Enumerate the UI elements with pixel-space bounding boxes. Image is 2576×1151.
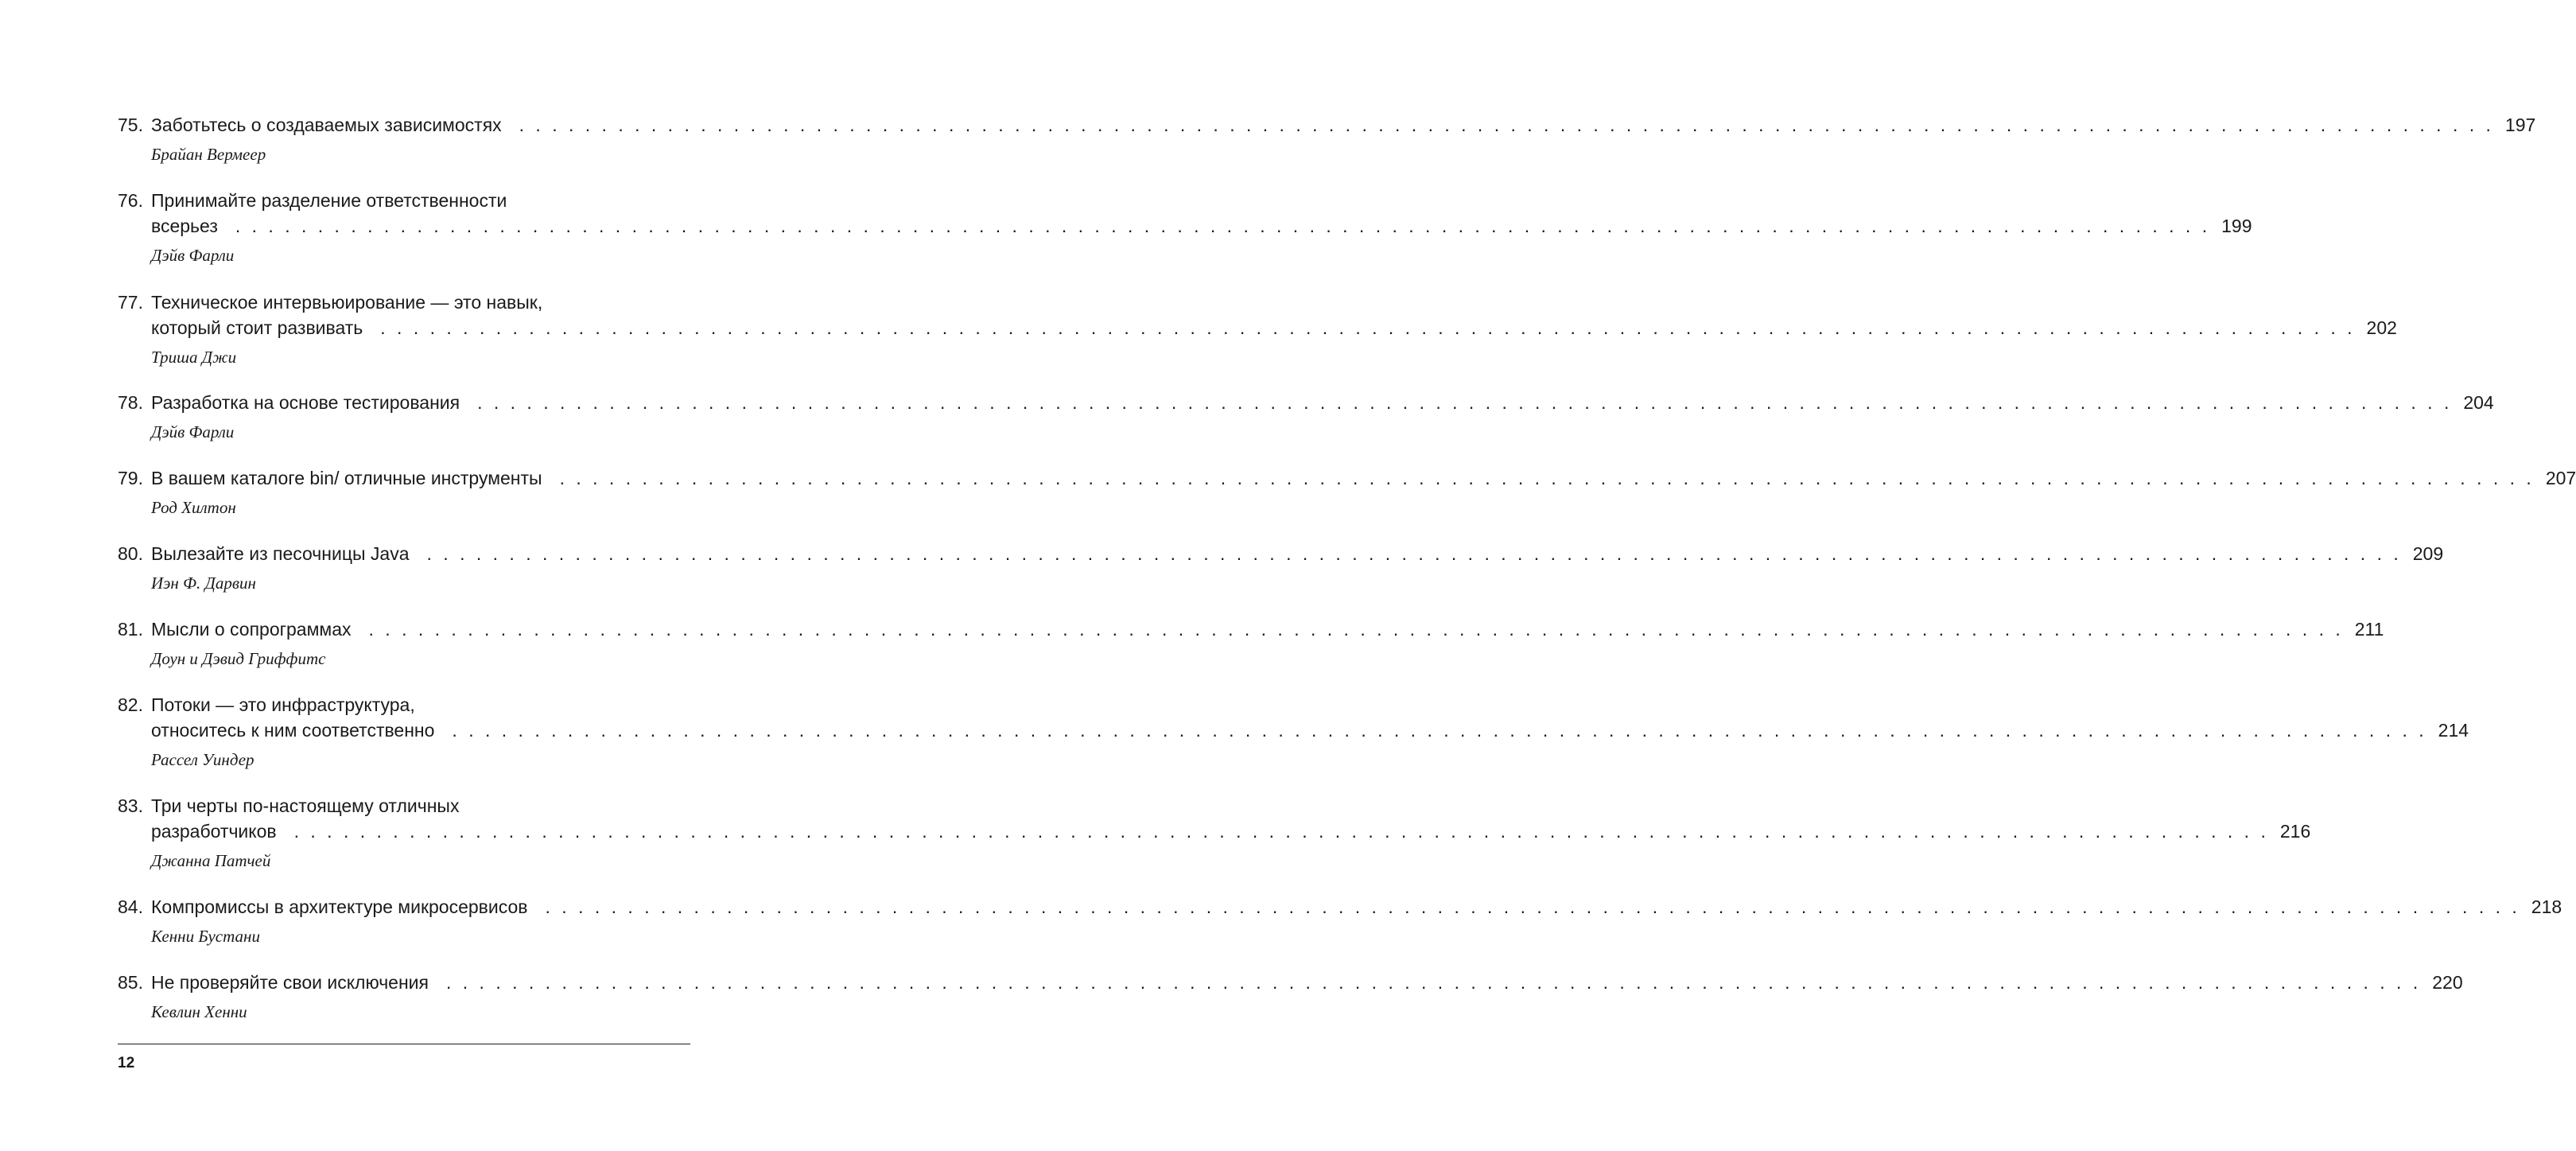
toc-entry[interactable] (118, 793, 2311, 873)
toc-entry-line (118, 819, 2311, 844)
dot-leader: . . . . . . . . . . . . . . . . . . . . . . . . . . . . . . . . . . . . . . . . . . . . . . . . . . . . . . . . . . . . . . . . . . . . . . . . . . . . . . . . . . . . . . . . . . . . . . . . . . . . . . . . . . . . . . . . . . . . . . . . (426, 543, 2402, 564)
toc-entry-line (118, 541, 2444, 566)
dot-leader: . . . . . . . . . . . . . . . . . . . . . . . . . . . . . . . . . . . . . . . . . . . . . . . . . . . . . . . . . . . . . . . . . . . . . . . . . . . . . . . . . . . . . . . . . . . . . . . . . . . . . . . . . . . . . . . . . . . . . . . . (445, 972, 2422, 993)
entry-number: 83. (118, 795, 143, 816)
entry-author: Джанна Патчей (151, 851, 271, 870)
dot-leader: . . . . . . . . . . . . . . . . . . . . . . . . . . . . . . . . . . . . . . . . . . . . . . . . . . . . . . . . . . . . . . . . . . . . . . . . . . . . . . . . . . . . . . . . . . . . . . . . . . . . . . . . . . . . . . . . . . . . . . . . (368, 619, 2344, 640)
entry-number: 79. (118, 468, 143, 488)
entry-title: который стоит развивать (151, 317, 363, 338)
entry-title: Три черты по-настоящему отличных (151, 795, 460, 816)
entry-author: Кевлин Хенни (151, 1002, 247, 1021)
entry-page-number: 218 (2531, 896, 2562, 917)
toc-entry[interactable] (118, 188, 2252, 267)
toc-entry-line (118, 616, 2384, 642)
entry-page-number: 211 (2354, 619, 2384, 640)
entry-author: Доун и Дэвид Гриффитс (151, 649, 326, 668)
toc-entry-line (118, 894, 2562, 920)
entry-text-row (151, 616, 2384, 642)
entry-author: Брайан Вермеер (151, 145, 266, 164)
entry-number: 78. (118, 392, 143, 413)
entry-page-number: 197 (2504, 115, 2536, 135)
entry-title: Не проверяйте свои исключения (151, 972, 429, 993)
entry-title: Вылезайте из песочницы Java (151, 543, 410, 564)
entry-author: Иэн Ф. Дарвин (151, 574, 256, 593)
entry-page-number: 216 (2279, 821, 2311, 842)
dot-leader: . . . . . . . . . . . . . . . . . . . . . . . . . . . . . . . . . . . . . . . . . . . . . . . . . . . . . . . . . . . . . . . . . . . . . . . . . . . . . . . . . . . . . . . . . . . . . . . . . . . . . . . . . . . . . . . . . . . . . . . . (477, 392, 2453, 413)
entry-page-number: 209 (2412, 543, 2444, 564)
entry-text-row (151, 213, 2252, 239)
dot-leader: . . . . . . . . . . . . . . . . . . . . . . . . . . . . . . . . . . . . . . . . . . . . . . . . . . . . . . . . . . . . . . . . . . . . . . . . . . . . . . . . . . . . . . . . . . . . . . . . . . . . . . . . . . . . . . . . . . . . . . . . (519, 115, 2494, 135)
entry-number: 85. (118, 972, 143, 993)
toc-entry-line (118, 213, 2252, 239)
entry-number: 81. (118, 619, 143, 640)
entry-number: 77. (118, 292, 143, 313)
entry-author: Кенни Бустани (151, 927, 260, 946)
entry-text-row (151, 290, 690, 315)
entry-text-row (151, 541, 2444, 566)
toc-entry-line (118, 717, 2469, 743)
entry-text-row (151, 793, 690, 819)
entry-number: 80. (118, 543, 143, 564)
entry-title: Заботьтесь о создаваемых зависимостях (151, 115, 502, 135)
toc-entry[interactable] (118, 390, 2494, 444)
entry-title: Мысли о сопрограммах (151, 619, 352, 640)
entry-title: В вашем каталоге bin/ отличные инструменты (151, 468, 542, 488)
entry-page-number: 204 (2463, 392, 2494, 413)
dot-leader: . . . . . . . . . . . . . . . . . . . . . . . . . . . . . . . . . . . . . . . . . . . . . . . . . . . . . . . . . . . . . . . . . . . . . . . . . . . . . . . . . . . . . . . . . . . . . . . . . . . . . . . . . . . . . . . . . . . . . . . . (545, 896, 2520, 917)
entry-title: Техническое интервьюирование — это навык, (151, 292, 543, 313)
entry-author: Дэйв Фарли (151, 246, 235, 265)
entry-title: Принимайте разделение ответственности (151, 190, 507, 211)
toc-entry[interactable] (118, 894, 2562, 948)
toc-entry[interactable] (118, 692, 2469, 772)
entry-number: 75. (118, 115, 143, 135)
toc-entry-line (118, 692, 690, 717)
toc-entry-line (118, 970, 2463, 995)
entry-title: Разработка на основе тестирования (151, 392, 460, 413)
entry-text-row (151, 717, 2469, 743)
entry-text-row (151, 465, 2576, 491)
toc-entry[interactable] (118, 616, 2384, 671)
entry-text-row (151, 894, 2562, 920)
entry-page-number: 202 (2366, 317, 2397, 338)
toc-entry[interactable] (118, 541, 2444, 595)
toc-entry-line (118, 315, 2397, 340)
toc-entry[interactable] (118, 112, 2536, 166)
toc-entry[interactable] (118, 970, 2463, 1024)
toc-entry-line (118, 390, 2494, 415)
dot-leader: . . . . . . . . . . . . . . . . . . . . . . . . . . . . . . . . . . . . . . . . . . . . . . . . . . . . . . . . . . . . . . . . . . . . . . . . . . . . . . . . . . . . . . . . . . . . . . . . . . . . . . . . . . . . . . . . . . . . . . . . (293, 821, 2269, 842)
entry-number: 82. (118, 694, 143, 715)
entry-page-number: 220 (2432, 972, 2463, 993)
entry-title: Компромиссы в архитектуре микросервисов (151, 896, 528, 917)
entry-author: Дэйв Фарли (151, 422, 235, 441)
entry-author: Рассел Уиндер (151, 750, 254, 769)
entry-text-row (151, 819, 2311, 844)
entry-page-number: 199 (2221, 216, 2252, 236)
dot-leader: . . . . . . . . . . . . . . . . . . . . . . . . . . . . . . . . . . . . . . . . . . . . . . . . . . . . . . . . . . . . . . . . . . . . . . . . . . . . . . . . . . . . . . . . . . . . . . . . . . . . . . . . . . . . . . . . . . . . . . . . (452, 720, 2427, 741)
dot-leader: . . . . . . . . . . . . . . . . . . . . . . . . . . . . . . . . . . . . . . . . . . . . . . . . . . . . . . . . . . . . . . . . . . . . . . . . . . . . . . . . . . . . . . . . . . . . . . . . . . . . . . . . . . . . . . . . . . . . . . . . (559, 468, 2535, 488)
toc-entry-line (118, 465, 2576, 491)
entry-page-number: 214 (2438, 720, 2469, 741)
toc-entry-line (118, 188, 690, 213)
entry-text-row (151, 315, 2397, 340)
entry-number: 84. (118, 896, 143, 917)
toc-entry-line (118, 793, 690, 819)
toc-entry-line (118, 112, 2536, 138)
dot-leader: . . . . . . . . . . . . . . . . . . . . . . . . . . . . . . . . . . . . . . . . . . . . . . . . . . . . . . . . . . . . . . . . . . . . . . . . . . . . . . . . . . . . . . . . . . . . . . . . . . . . . . . . . . . . . . . . . . . . . . . . (380, 317, 2356, 338)
entry-text-row (151, 692, 690, 717)
entry-title: Потоки — это инфраструктура, (151, 694, 415, 715)
entry-text-row (151, 970, 2463, 995)
page-number: 12 (118, 1055, 135, 1071)
entry-text-row (151, 390, 2494, 415)
entry-number: 76. (118, 190, 143, 211)
entry-title: относитесь к ним соответственно (151, 720, 435, 741)
entry-title: всерьез (151, 216, 218, 236)
toc-entry[interactable] (118, 465, 2576, 519)
toc-entry[interactable] (118, 290, 2397, 369)
entry-page-number: 207 (2545, 468, 2576, 488)
entry-title: разработчиков (151, 821, 277, 842)
entry-author: Род Хилтон (151, 498, 236, 517)
entry-text-row (151, 188, 690, 213)
toc-entry-line (118, 290, 690, 315)
dot-leader: . . . . . . . . . . . . . . . . . . . . . . . . . . . . . . . . . . . . . . . . . . . . . . . . . . . . . . . . . . . . . . . . . . . . . . . . . . . . . . . . . . . . . . . . . . . . . . . . . . . . . . . . . . . . . . . . . . . . . . . . (235, 216, 2211, 236)
entry-author: Триша Джи (151, 348, 237, 367)
entry-text-row (151, 112, 2536, 138)
